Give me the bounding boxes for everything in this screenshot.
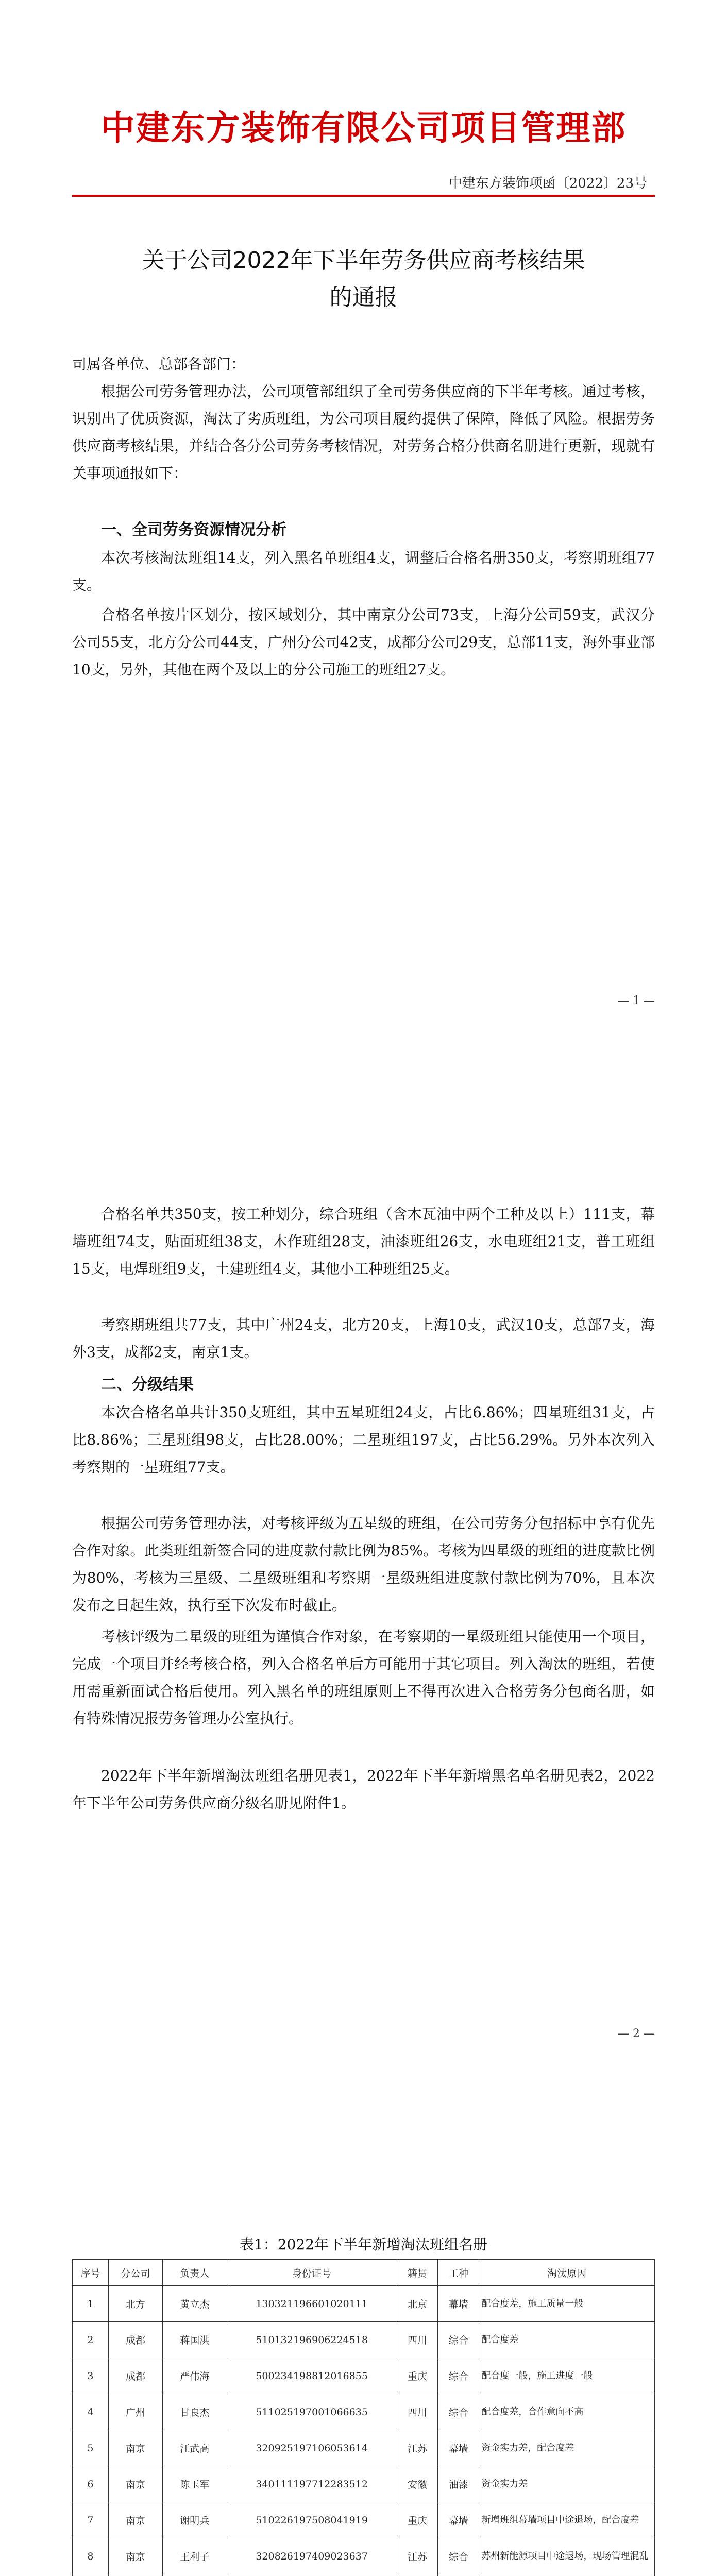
- table-cell: 北京: [397, 2286, 438, 2322]
- table-cell: 320826197409023637: [227, 2538, 397, 2574]
- table-row: [73, 2358, 655, 2394]
- table-header-cell: 工种: [438, 2260, 479, 2286]
- table-cell: [438, 2574, 479, 2576]
- table-cell: 4: [73, 2394, 109, 2430]
- page-number: — 2 —: [618, 2027, 655, 2040]
- table-header-cell: 序号: [73, 2260, 109, 2286]
- table-header-cell: 籍贯: [397, 2260, 438, 2286]
- table-cell: 510132196906224518: [227, 2322, 397, 2358]
- table-cell: 资金实力差: [479, 2466, 655, 2502]
- table-cell: 南京: [108, 2430, 162, 2466]
- table-cell: 5: [73, 2430, 109, 2466]
- table-cell: 8: [73, 2538, 109, 2574]
- table-cell: 6: [73, 2466, 109, 2502]
- table-cell: 谢明兵: [162, 2502, 227, 2538]
- header-divider: [72, 195, 655, 197]
- table-cell: 幕墙: [438, 2430, 479, 2466]
- intro-paragraph: 根据公司劳务管理办法，公司项管部组织了全司劳务供应商的下半年考核。通过考核，识别出了优质资源，淘汰了劣质班组，为公司项目履约提供了保障，降低了风险。根据劳务供应商考核结果，并结合各分公司劳务考核情况，对劳务合格分供商名册进行更新，现就有关事项通报如下：: [72, 383, 655, 482]
- section1-paragraph-3: 合格名单共350支，按工种划分，综合班组（含木瓦油中两个工种及以上）111支，幕墙班组74支，贴面班组38支，木作班组28支，油漆班组26支，水电班组21支，普工班组15支，电焊班组9支，土建班组4支，其他小工种班组25支。: [72, 1206, 655, 1277]
- table-header-cell: 淘汰原因: [479, 2260, 655, 2286]
- section2-paragraph-2: 根据公司劳务管理办法，对考核评级为五星级的班组，在公司劳务分包招标中享有优先合作对象。此类班组新签合同的进度款付款比例为85%。考核为四星级的班组的进度款比例为80%，考核为三星级、二星级班组和考察期一星级班组进度款付款比例为70%，且本次发布之日起生效，执行至下次发布时截止。: [72, 1515, 655, 1614]
- document-number: 中建东方装饰项函〔2022〕23号: [448, 176, 647, 191]
- table1-eliminated-teams: [72, 2259, 655, 2576]
- table-header-cell: 负责人: [162, 2260, 227, 2286]
- table-cell: 3: [73, 2358, 109, 2394]
- table-cell: 510226197508041919: [227, 2502, 397, 2538]
- table-cell: 新增班组幕墙项目中途退场，配合度差: [479, 2502, 655, 2538]
- table-cell: 陈玉军: [162, 2466, 227, 2502]
- table-cell: 配合度差: [479, 2322, 655, 2358]
- section-heading-1: 一、全司劳务资源情况分析: [101, 521, 286, 539]
- table-cell: 7: [73, 2502, 109, 2538]
- title-line-1: 关于公司2022年下半年劳务供应商考核结果: [142, 247, 585, 274]
- table-row: [73, 2286, 655, 2322]
- table-cell: 2: [73, 2322, 109, 2358]
- table-cell: 蒋国洪: [162, 2322, 227, 2358]
- table-cell: 配合度差，施工质量一般: [479, 2286, 655, 2322]
- table-cell: 成都: [108, 2322, 162, 2358]
- table-cell: 王利子: [162, 2538, 227, 2574]
- table-row: [73, 2466, 655, 2502]
- table-cell: 340111197712283512: [227, 2466, 397, 2502]
- table-cell: 重庆: [397, 2358, 438, 2394]
- table-cell: 严伟海: [162, 2358, 227, 2394]
- table-cell: 江苏: [397, 2538, 438, 2574]
- table-cell: 安徽: [397, 2466, 438, 2502]
- table-header-cell: 分公司: [108, 2260, 162, 2286]
- table-cell: 511025197001066635: [227, 2394, 397, 2430]
- table-cell: [479, 2574, 655, 2576]
- table-cell: 130321196601020111: [227, 2286, 397, 2322]
- table-cell: 甘良杰: [162, 2394, 227, 2430]
- table-cell: [162, 2574, 227, 2576]
- table-cell: 江苏: [397, 2430, 438, 2466]
- table-cell: 综合: [438, 2538, 479, 2574]
- table-cell: 广州: [108, 2394, 162, 2430]
- table-cell: [397, 2574, 438, 2576]
- table-cell: 综合: [438, 2394, 479, 2430]
- table-cell: 苏州新能源项目中途退场，现场管理混乱: [479, 2538, 655, 2574]
- table-row: [73, 2394, 655, 2430]
- table-cell: [73, 2574, 109, 2576]
- table-cell: 1: [73, 2286, 109, 2322]
- page-number: — 1 —: [618, 994, 655, 1007]
- table-cell: 500234198812016855: [227, 2358, 397, 2394]
- table-cell: 四川: [397, 2394, 438, 2430]
- table-cell: 江武高: [162, 2430, 227, 2466]
- table-cell: 配合度一般，施工进度一般: [479, 2358, 655, 2394]
- table-cell: 南京: [108, 2466, 162, 2502]
- table-row: [73, 2430, 655, 2466]
- table-cell: 成都: [108, 2358, 162, 2394]
- section1-paragraph-4: 考察期班组共77支，其中广州24支，北方20支，上海10支，武汉10支，总部7支，海外3支，成都2支，南京1支。: [72, 1316, 655, 1361]
- salutation: 司属各单位、总部各部门：: [72, 355, 246, 372]
- table-header-cell: 身份证号: [227, 2260, 397, 2286]
- table-row: [73, 2502, 655, 2538]
- table-cell: 综合: [438, 2322, 479, 2358]
- section1-paragraph-2: 合格名单按片区划分，按区域划分，其中南京分公司73支，上海分公司59支，武汉分公司55支，北方分公司44支，广州分公司42支，成都分公司29支，总部11支，海外事业部10支，另外，其他在两个及以上的分公司施工的班组27支。: [72, 606, 655, 678]
- section1-paragraph-1: 本次考核淘汰班组14支，列入黑名单班组4支，调整后合格名册350支，考察期班组77支。: [72, 549, 655, 594]
- table-cell: 重庆: [397, 2502, 438, 2538]
- table-cell: 北方: [108, 2286, 162, 2322]
- table-row: [73, 2538, 655, 2574]
- table-cell: 南京: [108, 2538, 162, 2574]
- table-cell: 南京: [108, 2502, 162, 2538]
- table1-caption: 表1：2022年下半年新增淘汰班组名册: [239, 2236, 488, 2253]
- section-heading-2: 二、分级结果: [101, 1376, 194, 1394]
- title-line-2: 的通报: [329, 284, 398, 311]
- table-cell: [227, 2574, 397, 2576]
- section2-paragraph-4: 2022年下半年新增淘汰班组名册见表1，2022年下半年新增黑名单名册见表2，2022年下半年公司劳务供应商分级名册见附件1。: [72, 1767, 655, 1811]
- document-title: [72, 242, 655, 316]
- company-header: 中建东方装饰有限公司项目管理部: [100, 108, 627, 148]
- section2-paragraph-3: 考核评级为二星级的班组为谨慎合作对象，在考察期的一星级班组只能使用一个项目，完成一个项目并经考核合格，列入合格名单后方可能用于其它项目。列入淘汰的班组，若使用需重新面试合格后使用。列入黑名单的班组原则上不得再次进入合格劳务分包商名册，如有特殊情况报劳务管理办公室执行。: [72, 1628, 655, 1727]
- table-cell: 油漆: [438, 2466, 479, 2502]
- table-row: [73, 2574, 655, 2576]
- table-cell: [108, 2574, 162, 2576]
- table-cell: 四川: [397, 2322, 438, 2358]
- table-cell: 320925197106053614: [227, 2430, 397, 2466]
- table-cell: 幕墙: [438, 2286, 479, 2322]
- table-cell: 综合: [438, 2358, 479, 2394]
- table-row: [73, 2322, 655, 2358]
- table-cell: 资金实力差，配合度差: [479, 2430, 655, 2466]
- table-cell: 黄立杰: [162, 2286, 227, 2322]
- table-cell: 配合度差，合作意向不高: [479, 2394, 655, 2430]
- section2-paragraph-1: 本次合格名单共计350支班组，其中五星班组24支，占比6.86%；四星班组31支，占比8.86%；三星班组98支，占比28.00%；二星班组197支，占比56.29%。另外本次列入考察期的一星班组77支。: [72, 1404, 655, 1476]
- table-cell: 幕墙: [438, 2502, 479, 2538]
